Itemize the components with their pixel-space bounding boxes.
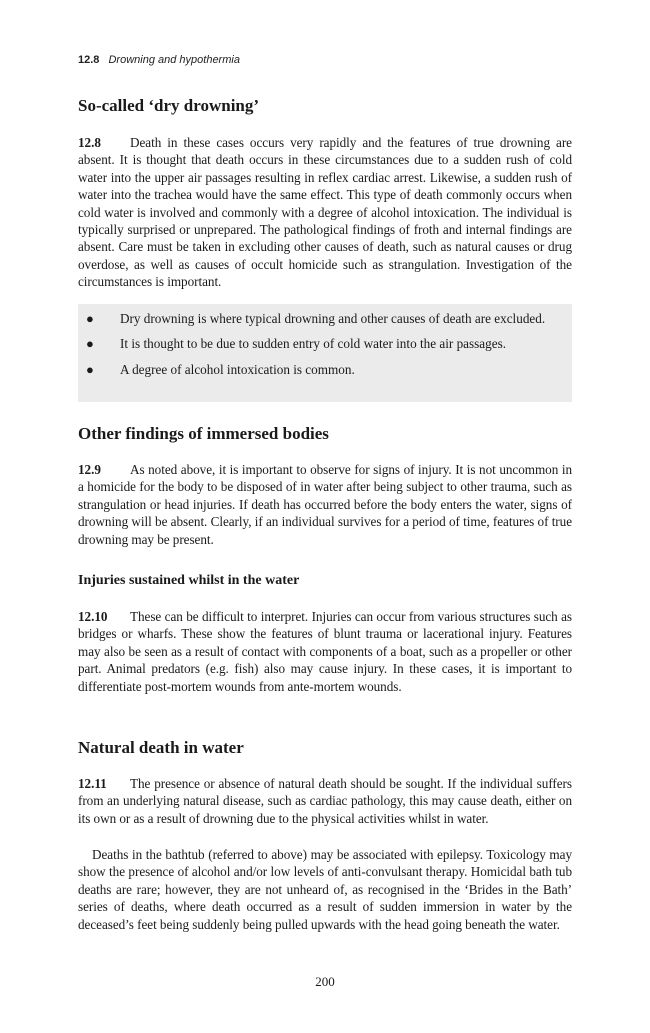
bullet-icon: ●	[86, 336, 94, 352]
paragraph-12-10	[78, 608, 572, 695]
paragraph-text: Death in these cases occurs very rapidly and the features of true drowning are absent. It is thought that death occurs in these circumstances due to a sudden rush of cold water into the upper air passages resulting in reflex cardiac arrest. Likewise, a sudden rush of water into the trachea would have the same effect. This type of death commonly occurs when cold water is involved and commonly with a degree of alcohol intoxication. The individual is typically surprised or unprepared. The pathological findings of froth and internal findings are absent. Care must be taken in excluding other causes of death, such as natural causes or drug overdose, as well as causes of occult homicide such as strangulation. Investigation of the circumstances is important.	[78, 135, 572, 290]
summary-item	[78, 361, 572, 378]
summary-item-text: Dry drowning is where typical drowning and other causes of death are excluded.	[120, 311, 546, 326]
paragraph-number: 12.9	[78, 462, 101, 477]
paragraph-12-11	[78, 775, 572, 827]
page-number: 200	[315, 974, 335, 989]
heading-injuries-in-water: Injuries sustained whilst in the water	[78, 573, 300, 588]
summary-box	[78, 304, 572, 402]
paragraph-text: These can be difficult to interpret. Injuries can occur from various structures such as bridges or wharfs. These show the features of blunt trauma or lacerational injury. Features may also be seen as a result of contact with components of a boat, such as a propeller or other part. Animal predators (e.g. fish) also may cause injury. In these cases, it is important to differentiate post-mortem wounds from ante-mortem wounds.	[78, 609, 572, 694]
running-head	[78, 54, 240, 66]
summary-item-text: A degree of alcohol intoxication is common.	[120, 361, 355, 377]
summary-list	[78, 310, 572, 378]
summary-item	[78, 310, 572, 327]
heading-dry-drowning: So-called ‘dry drowning’	[78, 96, 260, 115]
heading-natural-death: Natural death in water	[78, 738, 244, 757]
paragraph-12-11-continued: Deaths in the bathtub (referred to above) may be associated with epilepsy. Toxicology may show the presence of alcohol and/or low levels of anti-convulsant therapy. Homicidal bath tub deaths are rare; however, they are not unheard of, as recognised in the ‘Brides in the Bath’ series of deaths, where death occurred as a result of sudden immersion in water by the deceased’s feet being suddenly being pulled upwards with the head going beneath the water.	[78, 847, 572, 932]
bullet-icon: ●	[86, 361, 94, 377]
summary-item	[78, 335, 572, 352]
paragraph-number: 12.10	[78, 609, 108, 624]
paragraph-number: 12.11	[78, 776, 107, 791]
running-head-number: 12.8	[78, 54, 100, 66]
paragraph-12-8	[78, 134, 572, 291]
summary-item-text: It is thought to be due to sudden entry of cold water into the air passages.	[120, 336, 507, 352]
running-head-title: Drowning and hypothermia	[108, 54, 240, 66]
paragraph-number: 12.8	[78, 135, 101, 150]
paragraph-text: The presence or absence of natural death should be sought. If the individual suffers from an underlying natural disease, such as cardiac pathology, this may cause death, either on its own or as a result of drowning due to the physical activities whilst in water.	[78, 776, 572, 826]
paragraph-text: As noted above, it is important to observe for signs of injury. It is not uncommon in a homicide for the body to be disposed of in water after being subject to other trauma, such as strangulation or head injuries. If death has occurred before the body enters the water, signs of drowning will be absent. Clearly, if an individual survives for a period of time, features of true drowning may be present.	[78, 462, 572, 547]
bullet-icon: ●	[86, 311, 94, 326]
paragraph-12-9	[78, 461, 572, 548]
heading-other-findings: Other findings of immersed bodies	[78, 424, 329, 443]
